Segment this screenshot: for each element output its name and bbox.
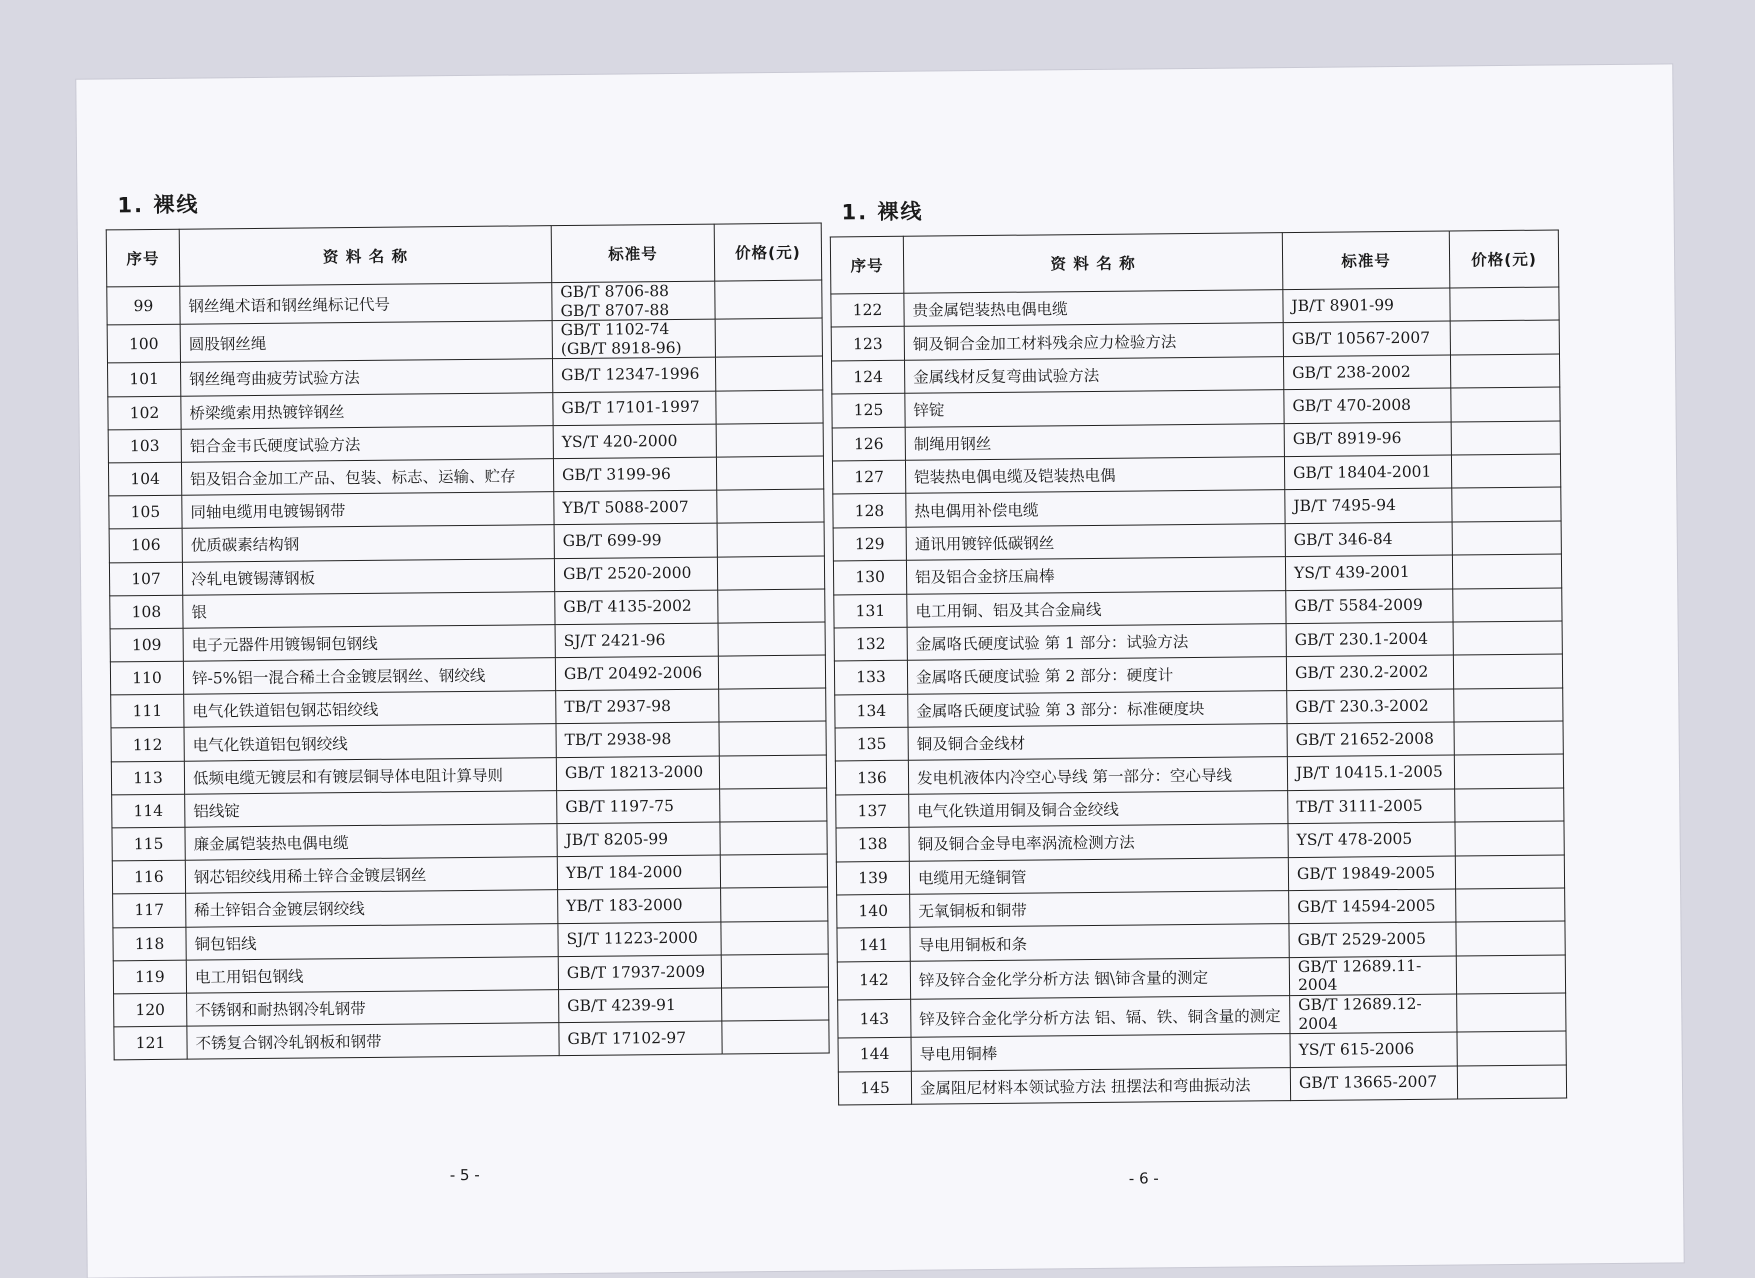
price-cell	[722, 987, 829, 1021]
standard-code-line: YB/T 183-2000	[566, 896, 683, 916]
standard-code	[558, 955, 721, 990]
document-name: 不锈复合钢冷轧钢板和钢带	[187, 1023, 559, 1060]
table-body	[831, 287, 1567, 1105]
row-number: 136	[835, 761, 908, 795]
price-cell	[720, 788, 827, 822]
row-number: 132	[834, 627, 907, 661]
standard-code	[555, 623, 718, 658]
row-number: 129	[833, 527, 906, 561]
standard-code	[1288, 822, 1455, 857]
price-cell	[1455, 855, 1564, 889]
document-name: 锌-5%铝一混合稀土合金镀层钢丝、钢绞线	[183, 658, 555, 695]
section-title: 1. 裸线	[841, 199, 924, 225]
row-number: 103	[108, 429, 181, 463]
standard-code	[1289, 889, 1456, 924]
price-cell	[719, 755, 826, 789]
row-number: 123	[831, 327, 904, 361]
standard-code-line: SJ/T 2421-96	[563, 630, 666, 650]
price-cell	[1452, 554, 1561, 588]
row-number: 121	[114, 1026, 187, 1060]
standard-code-line: GB/T 2529-2005	[1297, 930, 1427, 950]
standard-code	[554, 557, 717, 592]
header-no: 序号	[106, 229, 180, 287]
price-cell	[721, 887, 828, 921]
document-name: 不锈钢和耐热钢冷轧钢带	[187, 990, 559, 1027]
standard-code	[558, 888, 721, 923]
page-number: - 5 -	[449, 1165, 480, 1185]
price-cell	[717, 522, 824, 556]
document-name: 银	[183, 591, 555, 628]
standard-code-line: GB/T 3199-96	[562, 464, 671, 484]
row-number: 101	[108, 363, 181, 397]
table-header-row	[830, 230, 1559, 294]
row-number: 99	[107, 286, 180, 325]
standard-code	[559, 988, 722, 1023]
row-number: 108	[110, 595, 183, 629]
document-name: 铝合金韦氏硬度试验方法	[181, 425, 553, 462]
standard-code-line: GB/T 4239-91	[567, 995, 676, 1015]
table-row	[114, 1020, 829, 1060]
price-cell	[719, 721, 826, 755]
standard-code	[1287, 689, 1454, 724]
standard-code	[1290, 1066, 1457, 1101]
standard-code-line: GB/T 13665-2007	[1298, 1073, 1438, 1093]
standard-code	[558, 922, 721, 957]
price-cell	[1450, 287, 1559, 321]
price-cell	[717, 556, 824, 590]
document-name: 钢丝绳术语和钢丝绳标记代号	[180, 283, 552, 325]
document-name: 电气化铁道用铜及铜合金绞线	[909, 790, 1288, 827]
row-number: 119	[113, 960, 186, 994]
standard-code	[1283, 288, 1450, 323]
row-number: 106	[109, 529, 182, 563]
standard-code-line: TB/T 2938-98	[564, 730, 672, 750]
header-name: 资 料 名 称	[179, 226, 552, 287]
standard-code	[552, 281, 715, 321]
document-name: 铝及铝合金加工产品、包装、标志、运输、贮存	[181, 459, 553, 496]
row-number: 134	[835, 694, 908, 728]
price-cell	[1457, 1031, 1566, 1065]
document-name: 金属咯氏硬度试验 第 1 部分：试验方法	[907, 624, 1286, 661]
document-name: 冷轧电镀锡薄钢板	[182, 558, 554, 595]
document-name: 电子元器件用镀锡铜包钢线	[183, 625, 555, 662]
standard-code-line: GB/T 230.3-2002	[1295, 696, 1429, 716]
table-body	[107, 280, 829, 1060]
price-cell	[1450, 354, 1559, 388]
standard-code-line: YB/T 184-2000	[565, 862, 683, 883]
standard-code-line: GB/T 17937-2009	[566, 962, 706, 982]
header-name: 资 料 名 称	[903, 233, 1283, 294]
row-number: 141	[837, 928, 910, 962]
standard-code	[555, 590, 718, 625]
price-cell	[716, 456, 823, 490]
standard-code-line: GB/T 8919-96	[1292, 429, 1402, 449]
standard-code-line: JB/T 8901-99	[1291, 295, 1395, 315]
standards-table	[106, 223, 830, 1061]
standard-code	[1289, 922, 1456, 957]
price-cell	[716, 390, 823, 424]
row-number: 135	[835, 727, 908, 761]
standard-code	[1290, 1032, 1457, 1067]
price-cell	[1451, 421, 1560, 455]
price-cell	[1454, 721, 1563, 755]
header-no: 序号	[830, 236, 904, 294]
document-name: 通讯用镀锌低碳钢丝	[906, 523, 1285, 560]
row-number: 115	[112, 827, 185, 861]
left-page	[105, 183, 829, 1061]
standard-code-line: JB/T 10415.1-2005	[1295, 762, 1443, 783]
standard-code	[1284, 455, 1451, 490]
document-name: 铜包铝线	[186, 923, 558, 960]
scanned-sheet	[76, 64, 1683, 1277]
standard-code-line: YS/T 615-2006	[1298, 1039, 1415, 1060]
row-number: 102	[108, 396, 181, 430]
document-name: 稀土锌铝合金镀层钢绞线	[186, 890, 558, 927]
price-cell	[722, 1020, 829, 1054]
price-cell	[717, 489, 824, 523]
standard-code-line: GB/T 20492-2006	[563, 663, 703, 683]
price-cell	[1453, 654, 1562, 688]
document-name: 钢芯铝绞线用稀土锌合金镀层钢丝	[185, 857, 557, 894]
document-name: 廉金属铠装热电偶电缆	[185, 824, 557, 861]
standard-code-line: GB/T 12689.11-2004	[1297, 956, 1422, 995]
price-cell	[718, 589, 825, 623]
standard-code	[557, 789, 720, 824]
row-number: 100	[107, 324, 180, 363]
standard-code	[556, 689, 719, 724]
document-name: 导电用铜板和条	[910, 924, 1289, 961]
standard-code-line: GB/T 230.2-2002	[1294, 662, 1429, 683]
row-number: 133	[834, 661, 907, 695]
standard-code-line: TB/T 3111-2005	[1296, 796, 1423, 816]
row-number: 130	[833, 560, 906, 594]
row-number: 111	[111, 694, 184, 728]
document-name: 铜及铜合金导电率涡流检测方法	[909, 824, 1288, 861]
price-cell	[1453, 621, 1562, 655]
price-cell	[718, 622, 825, 656]
standard-code-line: GB/T 5584-2009	[1294, 596, 1423, 616]
standard-code-line: GB/T 12347-1996	[561, 364, 700, 385]
price-cell	[1451, 387, 1560, 421]
document-name: 电气化铁道铝包钢绞线	[184, 724, 556, 761]
price-cell	[1455, 821, 1564, 855]
standard-code-line: GB/T 19849-2005	[1296, 863, 1436, 883]
row-number: 118	[113, 927, 186, 961]
section-title: 1. 裸线	[117, 192, 200, 218]
standard-code-line: GB/T 12689.12-2004	[1298, 994, 1422, 1033]
standard-code	[1287, 755, 1454, 790]
row-number: 110	[110, 661, 183, 695]
document-name: 金属阻尼材料本领试验方法 扭摆法和弯曲振动法	[911, 1067, 1290, 1104]
price-cell	[1454, 754, 1563, 788]
price-cell	[715, 318, 822, 357]
standard-code-line: GB/T 4135-2002	[563, 597, 692, 617]
standard-code	[555, 656, 718, 691]
document-name: 锌锭	[905, 390, 1284, 427]
row-number: 112	[111, 728, 184, 762]
row-number: 145	[838, 1071, 911, 1105]
row-number: 137	[836, 794, 909, 828]
standard-code	[557, 822, 720, 857]
standard-code	[552, 357, 715, 392]
document-name: 无氧铜板和铜带	[910, 891, 1289, 928]
standard-code-line: GB/T 21652-2008	[1295, 729, 1435, 750]
row-number: 109	[110, 628, 183, 662]
standard-code	[1287, 722, 1454, 757]
price-cell	[1455, 788, 1564, 822]
standard-code	[1285, 555, 1452, 590]
standard-code-line: GB/T 17102-97	[567, 1028, 687, 1048]
row-number: 138	[836, 827, 909, 861]
price-cell	[1456, 888, 1565, 922]
document-name: 电工用铝包钢线	[186, 956, 558, 993]
row-number: 139	[836, 861, 909, 895]
document-name: 锌及锌合金化学分析方法 铝、镉、铁、铜含量的测定	[911, 996, 1290, 1038]
row-number: 114	[112, 794, 185, 828]
table-row	[838, 1065, 1566, 1105]
price-cell	[1456, 955, 1565, 994]
row-number: 140	[837, 894, 910, 928]
standard-code-line: GB/T 17101-1997	[561, 398, 700, 418]
price-cell	[1450, 320, 1559, 354]
standards-table	[830, 229, 1567, 1105]
document-name: 钢丝绳弯曲疲劳试验方法	[180, 359, 552, 396]
standard-code	[559, 1021, 722, 1056]
standard-code	[1284, 422, 1451, 457]
row-number: 126	[832, 427, 905, 461]
standard-code-line: GB/T 346-84	[1293, 529, 1393, 549]
header-price: 价格(元)	[1449, 230, 1559, 288]
row-number: 131	[834, 594, 907, 628]
document-name: 导电用铜棒	[911, 1034, 1290, 1071]
standard-code	[556, 723, 719, 758]
standard-code	[554, 523, 717, 558]
standard-code-line: GB/T 699-99	[562, 531, 662, 551]
row-number: 116	[112, 860, 185, 894]
price-cell	[720, 854, 827, 888]
standard-code-line: YS/T 439-2001	[1293, 562, 1410, 583]
row-number: 120	[114, 993, 187, 1027]
standard-code-line: GB/T 8707-88	[560, 300, 670, 320]
header-code: 标准号	[1282, 231, 1450, 290]
document-name: 贵金属铠装热电偶电缆	[904, 290, 1283, 327]
standard-code	[1283, 355, 1450, 390]
standard-code	[553, 457, 716, 492]
standard-code-line: GB/T 18213-2000	[564, 763, 704, 783]
header-code: 标准号	[551, 224, 715, 283]
standard-code	[1286, 622, 1453, 657]
document-name: 发电机液体内冷空心导线 第一部分：空心导线	[908, 757, 1287, 794]
row-number: 142	[837, 961, 910, 1000]
price-cell	[721, 954, 828, 988]
document-name: 电工用铜、铝及其合金扁线	[907, 590, 1286, 627]
row-number: 128	[833, 494, 906, 528]
document-name: 桥梁缆索用热镀锌钢丝	[181, 392, 553, 429]
document-name: 热电偶用补偿电缆	[906, 490, 1285, 527]
row-number: 122	[831, 293, 904, 327]
row-number: 124	[832, 360, 905, 394]
price-cell	[1452, 487, 1561, 521]
standard-code-line: YS/T 420-2000	[561, 431, 678, 451]
row-number: 127	[832, 460, 905, 494]
standard-code	[556, 756, 719, 791]
standard-code-line: GB/T 14594-2005	[1297, 896, 1436, 916]
standard-code-line: GB/T 1197-75	[565, 796, 675, 816]
standard-code-line: GB/T 18404-2001	[1293, 462, 1432, 482]
price-cell	[716, 423, 823, 457]
standard-code-line: JB/T 8205-99	[565, 829, 669, 849]
header-price: 价格(元)	[714, 223, 822, 281]
standard-code-line: GB/T 238-2002	[1292, 362, 1411, 382]
standard-code	[553, 391, 716, 426]
standard-code-line: YS/T 478-2005	[1296, 830, 1413, 850]
row-number: 105	[109, 495, 182, 529]
document-name: 优质碳素结构钢	[182, 525, 554, 562]
price-cell	[1457, 993, 1566, 1032]
table-header-row	[106, 223, 822, 287]
document-name: 铝及铝合金挤压扁棒	[906, 557, 1285, 594]
document-name: 铜及铜合金加工材料残余应力检验方法	[904, 323, 1283, 360]
standard-code-line: TB/T 2937-98	[564, 697, 672, 717]
standard-code	[1289, 956, 1456, 996]
row-number: 113	[111, 761, 184, 795]
standard-code	[552, 319, 715, 359]
standard-code-line: SJ/T 11223-2000	[566, 929, 698, 949]
standard-code-line: GB/T 8706-88	[560, 282, 670, 302]
price-cell	[720, 821, 827, 855]
standard-code	[1285, 488, 1452, 523]
row-number: 107	[109, 562, 182, 596]
standard-code-line: GB/T 230.1-2004	[1294, 629, 1429, 649]
price-cell	[715, 280, 822, 319]
document-name: 电缆用无缝铜管	[909, 857, 1288, 894]
standard-code-line: YB/T 5088-2007	[562, 497, 689, 517]
document-name: 电气化铁道铝包钢芯铝绞线	[184, 691, 556, 728]
standard-code	[1288, 789, 1455, 824]
right-page	[829, 189, 1567, 1105]
standard-code	[1288, 856, 1455, 891]
standard-code	[1290, 994, 1457, 1034]
standard-code	[554, 490, 717, 525]
price-cell	[718, 655, 825, 689]
document-name: 金属咯氏硬度试验 第 3 部分：标准硬度块	[908, 690, 1287, 727]
document-name: 金属咯氏硬度试验 第 2 部分：硬度计	[907, 657, 1286, 694]
document-name: 低频电缆无镀层和有镀层铜导体电阻计算导则	[184, 757, 556, 794]
standard-code	[1283, 321, 1450, 356]
standard-code-line: (GB/T 8918-96)	[560, 338, 682, 358]
document-name: 铠装热电偶电缆及铠装热电偶	[905, 457, 1284, 494]
document-name: 制绳用钢丝	[905, 423, 1284, 460]
price-cell	[719, 688, 826, 722]
price-cell	[1452, 521, 1561, 555]
document-name: 铜及铜合金线材	[908, 724, 1287, 761]
page-number: - 6 -	[1128, 1169, 1159, 1188]
price-cell	[721, 921, 828, 955]
document-name: 同轴电缆用电镀锡钢带	[182, 492, 554, 529]
standard-code	[557, 855, 720, 890]
standard-code-line: JB/T 7495-94	[1293, 496, 1397, 516]
standard-code-line: GB/T 1102-74	[560, 320, 670, 340]
standard-code-line: GB/T 470-2008	[1292, 395, 1412, 416]
price-cell	[1454, 688, 1563, 722]
standard-code	[1285, 522, 1452, 557]
row-number: 117	[113, 894, 186, 928]
standard-code	[553, 424, 716, 459]
price-cell	[1451, 454, 1560, 488]
row-number: 144	[838, 1037, 911, 1071]
document-name: 锌及锌合金化学分析方法 铟\铈含量的测定	[910, 957, 1289, 999]
price-cell	[1457, 1065, 1566, 1099]
standard-code	[1284, 388, 1451, 423]
standard-code	[1286, 589, 1453, 624]
row-number: 143	[838, 999, 911, 1038]
standard-code	[1286, 655, 1453, 690]
row-number: 125	[832, 393, 905, 427]
standard-code-line: GB/T 10567-2007	[1291, 329, 1431, 349]
price-cell	[1456, 921, 1565, 955]
row-number: 104	[108, 462, 181, 496]
document-name: 圆股钢丝绳	[180, 321, 552, 363]
standard-code-line: GB/T 2520-2000	[562, 564, 692, 584]
document-name: 金属线材反复弯曲试验方法	[905, 356, 1284, 393]
price-cell	[1453, 587, 1562, 621]
document-name: 铝线锭	[185, 790, 557, 827]
price-cell	[715, 356, 822, 390]
